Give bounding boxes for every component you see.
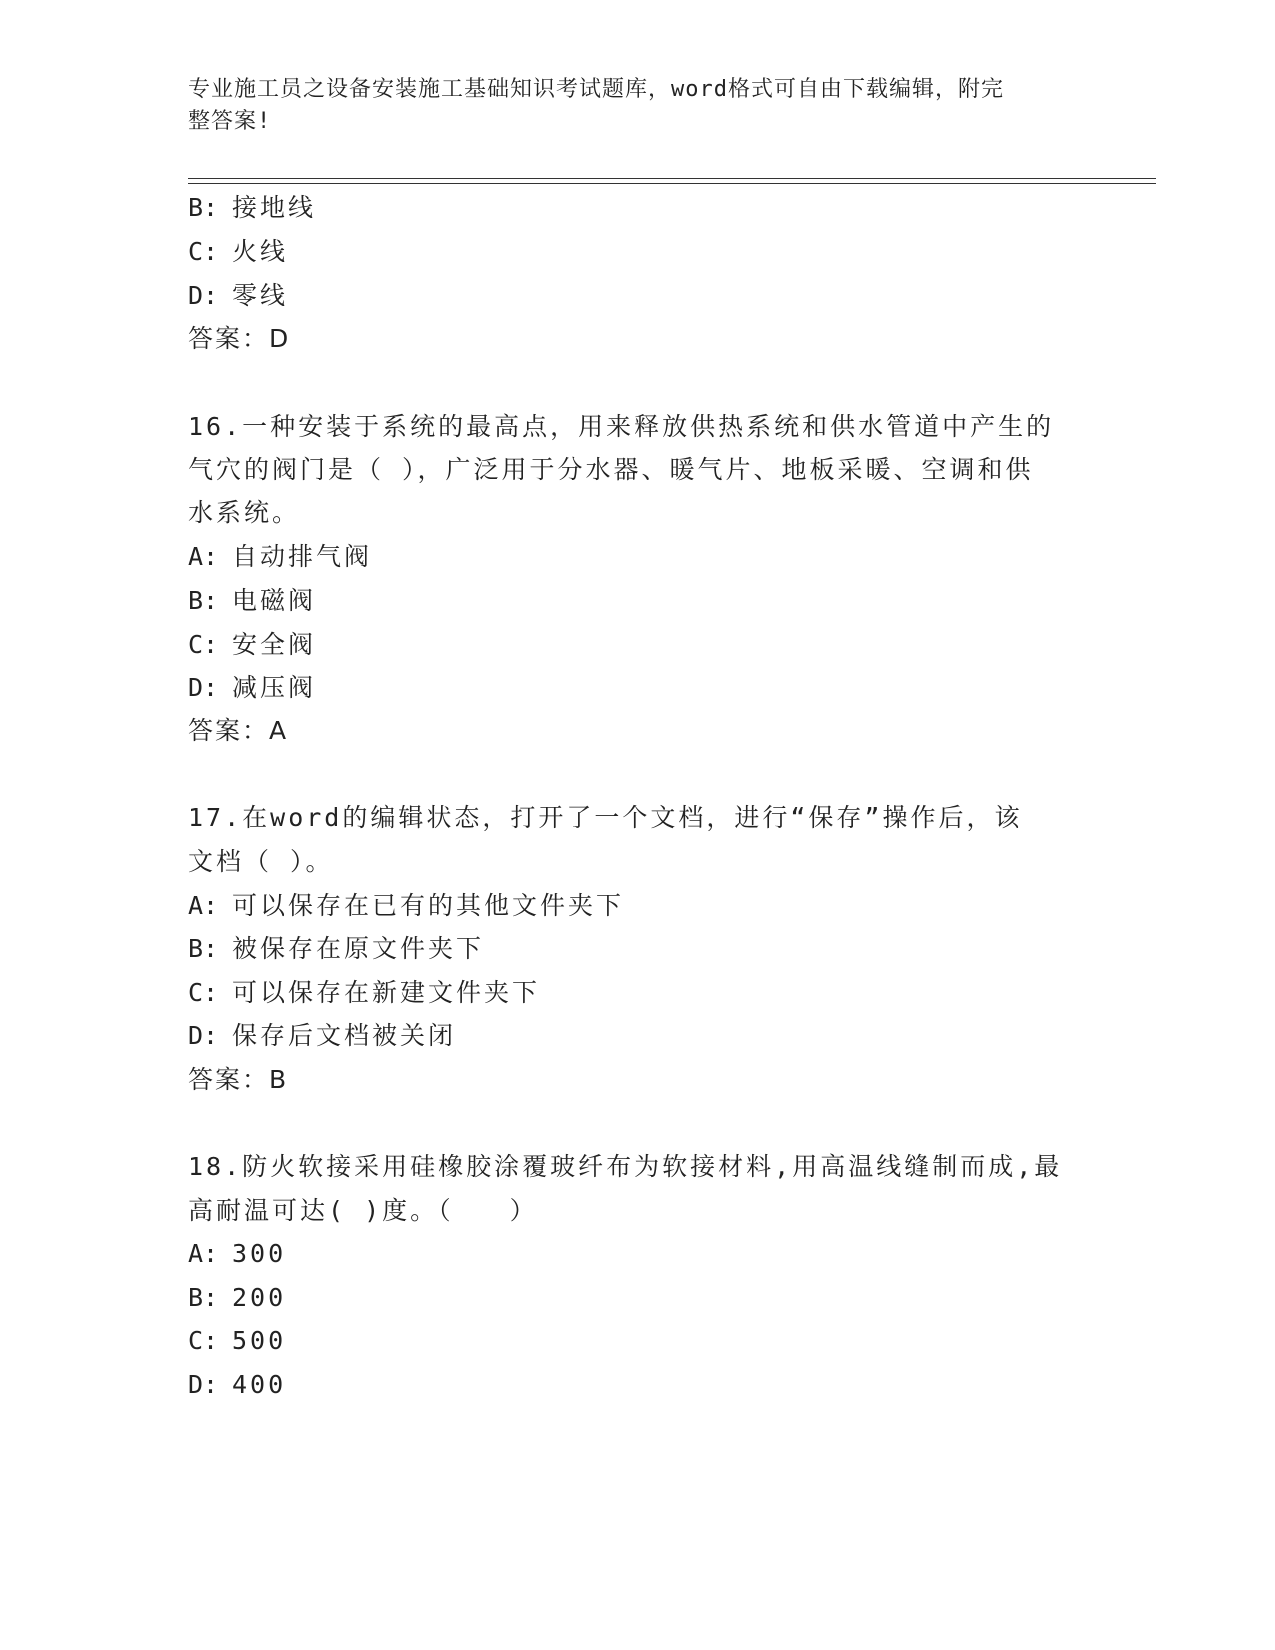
question-17-option-b: B: 被保存在原文件夹下 bbox=[188, 934, 485, 963]
question-17-line-2: 文档（ ）。 bbox=[188, 847, 334, 876]
option-c: C: 火线 bbox=[188, 237, 289, 266]
question-16-option-a: A: 自动排气阀 bbox=[188, 542, 373, 571]
question-18-option-d: D: 400 bbox=[188, 1370, 287, 1399]
question-16-option-c: C: 安全阀 bbox=[188, 630, 317, 659]
question-16-answer: 答案：A bbox=[188, 716, 289, 745]
question-17-option-d: D: 保存后文档被关闭 bbox=[188, 1021, 457, 1050]
header-divider-bottom bbox=[188, 183, 1156, 184]
question-18-line-2: 高耐温可达( )度。（ ） bbox=[188, 1196, 538, 1225]
question-16-line-3: 水系统。 bbox=[188, 498, 301, 527]
header-line-2: 整答案! bbox=[188, 109, 272, 134]
question-16-option-d: D: 减压阀 bbox=[188, 673, 317, 702]
question-18-line-1: 18.防火软接采用硅橡胶涂覆玻纤布为软接材料,用高温线缝制而成,最 bbox=[188, 1152, 1063, 1181]
question-17-line-1: 17.在word的编辑状态，打开了一个文档，进行“保存”操作后，该 bbox=[188, 803, 1023, 832]
question-17-answer: 答案：B bbox=[188, 1065, 289, 1094]
document-header bbox=[188, 74, 1068, 138]
question-18-option-b: B: 200 bbox=[188, 1283, 287, 1312]
question-17-option-a: A: 可以保存在已有的其他文件夹下 bbox=[188, 891, 625, 920]
option-b: B: 接地线 bbox=[188, 193, 317, 222]
question-16-line-2: 气穴的阀门是（ ），广泛用于分水器、暖气片、地板采暖、空调和供 bbox=[188, 455, 1034, 484]
option-d: D: 零线 bbox=[188, 281, 289, 310]
question-16-option-b: B: 电磁阀 bbox=[188, 586, 317, 615]
question-18-option-a: A: 300 bbox=[188, 1239, 287, 1268]
question-17-option-c: C: 可以保存在新建文件夹下 bbox=[188, 978, 541, 1007]
question-16-line-1: 16.一种安装于系统的最高点，用来释放供热系统和供水管道中产生的 bbox=[188, 412, 1055, 441]
header-line-1: 专业施工员之设备安装施工基础知识考试题库，word格式可自由下载编辑，附完 bbox=[188, 77, 1004, 102]
question-18-option-c: C: 500 bbox=[188, 1326, 287, 1355]
header-divider-top bbox=[188, 178, 1156, 179]
answer-line: 答案：D bbox=[188, 324, 291, 353]
